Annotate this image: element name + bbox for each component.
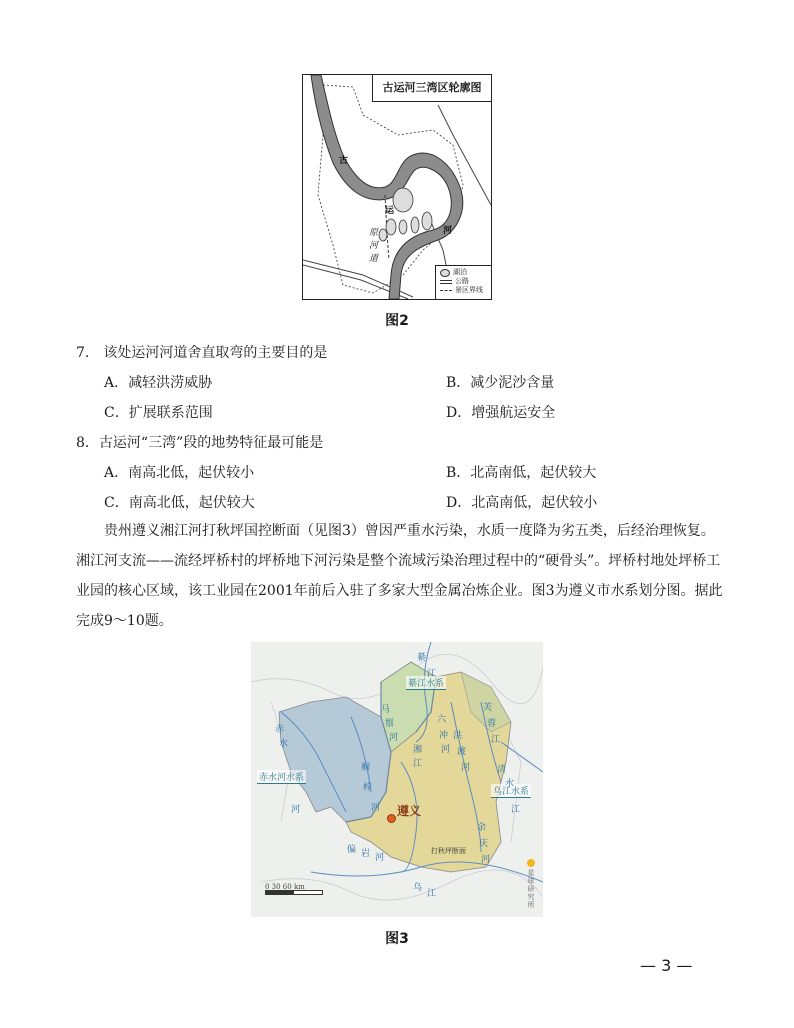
question-7-stem: 7. 该处运河河道舍直取弯的主要目的是 [76, 345, 328, 361]
old-channel-char: 河 [369, 241, 379, 251]
river-char: 洪 [453, 731, 463, 741]
river-char: 乌 [413, 883, 423, 893]
figure-2-map [302, 74, 492, 300]
river-char: 六 [437, 715, 447, 725]
river-char: 江 [427, 669, 437, 679]
river-char: 江 [491, 735, 501, 745]
river-char: 余 [477, 823, 487, 833]
river-char: 水 [279, 739, 289, 749]
legend-boundary-label: 景区界线 [455, 286, 483, 294]
river-char: 渡 [457, 747, 467, 757]
river-char: 马 [381, 705, 391, 715]
river-char: 冲 [439, 731, 449, 741]
lake-legend-icon [440, 269, 450, 277]
river-char: 河 [461, 763, 471, 773]
figure-2-title: 古运河三湾区轮廓图 [372, 75, 491, 102]
q8-option-d: D．北高南低，起伏较小 [446, 495, 598, 511]
river-char: 河 [441, 745, 451, 755]
chishui-system-label: 赤水河水系 [257, 770, 306, 784]
river-char: 江 [413, 759, 423, 769]
q7-option-a: A．减轻洪涝威胁 [104, 375, 213, 391]
legend-road-label: 公路 [455, 277, 469, 285]
zunyi-city-label: 遵义 [397, 804, 422, 818]
page-number: — 3 — [640, 956, 693, 975]
watermark-text: 星球研究所 [527, 869, 535, 909]
river-char: 蓉 [487, 719, 497, 729]
river-char: 庆 [479, 839, 489, 849]
q7-option-c: C．扩展联系范围 [104, 405, 213, 421]
figure-3-map [251, 642, 543, 917]
river-char: 桐 [361, 763, 371, 773]
figure-2-legend [435, 265, 491, 299]
zunyi-city-marker [387, 814, 396, 823]
wujiang-system-label: 乌江水系 [491, 784, 531, 798]
monitoring-section-label: 打秋坪断面 [431, 847, 466, 855]
q8-option-a: A．南高北低，起伏较小 [104, 465, 255, 481]
canal-label-char: 古 [339, 156, 349, 166]
river-char: 水 [505, 779, 515, 789]
river-char: 江 [427, 889, 437, 899]
river-char: 河 [389, 733, 399, 743]
river-char: 河 [481, 855, 491, 865]
river-char: 河 [375, 853, 385, 863]
passage-text: 贵州遵义湘江河打秋坪国控断面（见图3）曾因严重水污染，水质一度降为劣五类，后经治理恢复。湘江河支流——流经坪桥村的坪桥地下河污染是整个流域污染治理过程中的“硬骨头”。坪桥村地处坪桥工业园的核心区域，该工业园在2001年前后入驻了多家大型金属冶炼企业。图3为遵义市水系划分图。据此完成9～10题。 [76, 523, 723, 629]
scale-label: 0 30 60 km [265, 883, 305, 891]
river-char: 岩 [361, 849, 371, 859]
river-char: 江 [511, 805, 521, 815]
q7-option-d: D．增强航运安全 [446, 405, 556, 421]
boundary-legend-icon [440, 290, 452, 291]
river-char: 赤 [275, 725, 285, 735]
q8-option-b: B．北高南低，起伏较大 [446, 465, 597, 481]
legend-lake-label: 湖泊 [453, 268, 467, 276]
figure-3-caption: 图3 [385, 931, 409, 947]
river-char: 鬃 [385, 719, 395, 729]
watermark-logo-icon [527, 859, 535, 867]
river-char: 梓 [363, 783, 373, 793]
river-char: 清 [497, 765, 507, 775]
figure-2-caption: 图2 [385, 313, 409, 329]
road-legend-icon [440, 280, 452, 284]
river-char: 湘 [413, 745, 423, 755]
qijiang-system-label: 綦江水系 [406, 676, 446, 690]
canal-label-char: 河 [443, 226, 453, 236]
old-channel-char: 原 [369, 228, 379, 238]
old-channel-char: 道 [369, 254, 379, 264]
river-char: 偏 [347, 845, 357, 855]
q8-option-c: C．南高北低，起伏较大 [104, 495, 255, 511]
canal-label-char: 运 [385, 206, 395, 216]
river-char: 芙 [483, 703, 493, 713]
q7-option-b: B．减少泥沙含量 [446, 375, 555, 391]
river-char: 河 [291, 805, 301, 815]
watermark [525, 859, 537, 909]
question-8-stem: 8．古运河“三湾”段的地势特征最可能是 [76, 435, 324, 451]
river-char: 綦 [417, 653, 427, 663]
river-char: 河 [371, 803, 381, 813]
